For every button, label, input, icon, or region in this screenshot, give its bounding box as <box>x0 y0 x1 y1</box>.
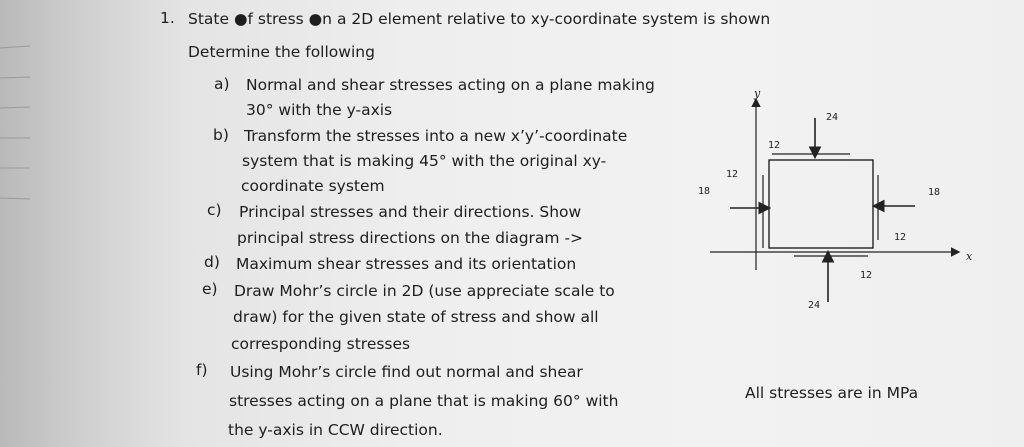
item-f-line-1: Using Mohr’s circle find out normal and shear <box>230 363 583 381</box>
stress-element <box>769 160 873 248</box>
item-e-line-3: corresponding stresses <box>231 335 411 353</box>
item-f-line-3: the y-axis in CCW direction. <box>228 421 443 439</box>
question-number: 1. <box>160 9 175 27</box>
item-f-line-2: stresses acting on a plane that is making 60° with <box>229 392 619 410</box>
top-shear-value: 12 <box>768 140 781 151</box>
item-f-label: f) <box>196 361 208 379</box>
item-b-line-2: system that is making 45° with the original xy- <box>242 152 607 170</box>
item-e-line-2: draw) for the given state of stress and show all <box>233 308 599 326</box>
item-c-label: c) <box>207 201 222 219</box>
x-axis-label: x <box>966 250 973 263</box>
item-a-label: a) <box>214 75 230 93</box>
units-note: All stresses are in MPa <box>745 384 919 402</box>
instruction-text: Determine the following <box>188 43 375 61</box>
bottom-normal-value: 24 <box>808 300 821 311</box>
item-a-line-2: 30° with the y-axis <box>246 101 393 119</box>
right-shear-value: 12 <box>894 232 907 243</box>
left-shear-value: 12 <box>726 169 739 180</box>
stress-element-diagram <box>690 80 990 320</box>
bottom-shear-value: 12 <box>860 270 873 281</box>
page-edge-lines <box>0 0 30 447</box>
item-b-line-1: Transform the stresses into a new x’y’-coordinate <box>244 127 628 145</box>
item-d-line-1: Maximum shear stresses and its orientation <box>236 255 577 273</box>
item-b-line-3: coordinate system <box>241 177 385 195</box>
item-a-line-1: Normal and shear stresses acting on a plane making <box>246 76 655 94</box>
item-b-label: b) <box>213 126 229 144</box>
item-c-line-1: Principal stresses and their directions. Show <box>239 203 582 221</box>
item-e-label: e) <box>202 280 218 298</box>
left-normal-value: 18 <box>698 186 711 197</box>
item-c-line-2: principal stress directions on the diagram -> <box>237 229 584 247</box>
top-normal-value: 24 <box>826 112 839 123</box>
y-axis-label: y <box>754 87 761 100</box>
item-d-label: d) <box>204 253 220 271</box>
item-e-line-1: Draw Mohr’s circle in 2D (use appreciate scale to <box>234 282 615 300</box>
right-normal-value: 18 <box>928 187 941 198</box>
question-heading: State ●f stress ●n a 2D element relative to xy-coordinate system is shown <box>188 10 771 28</box>
